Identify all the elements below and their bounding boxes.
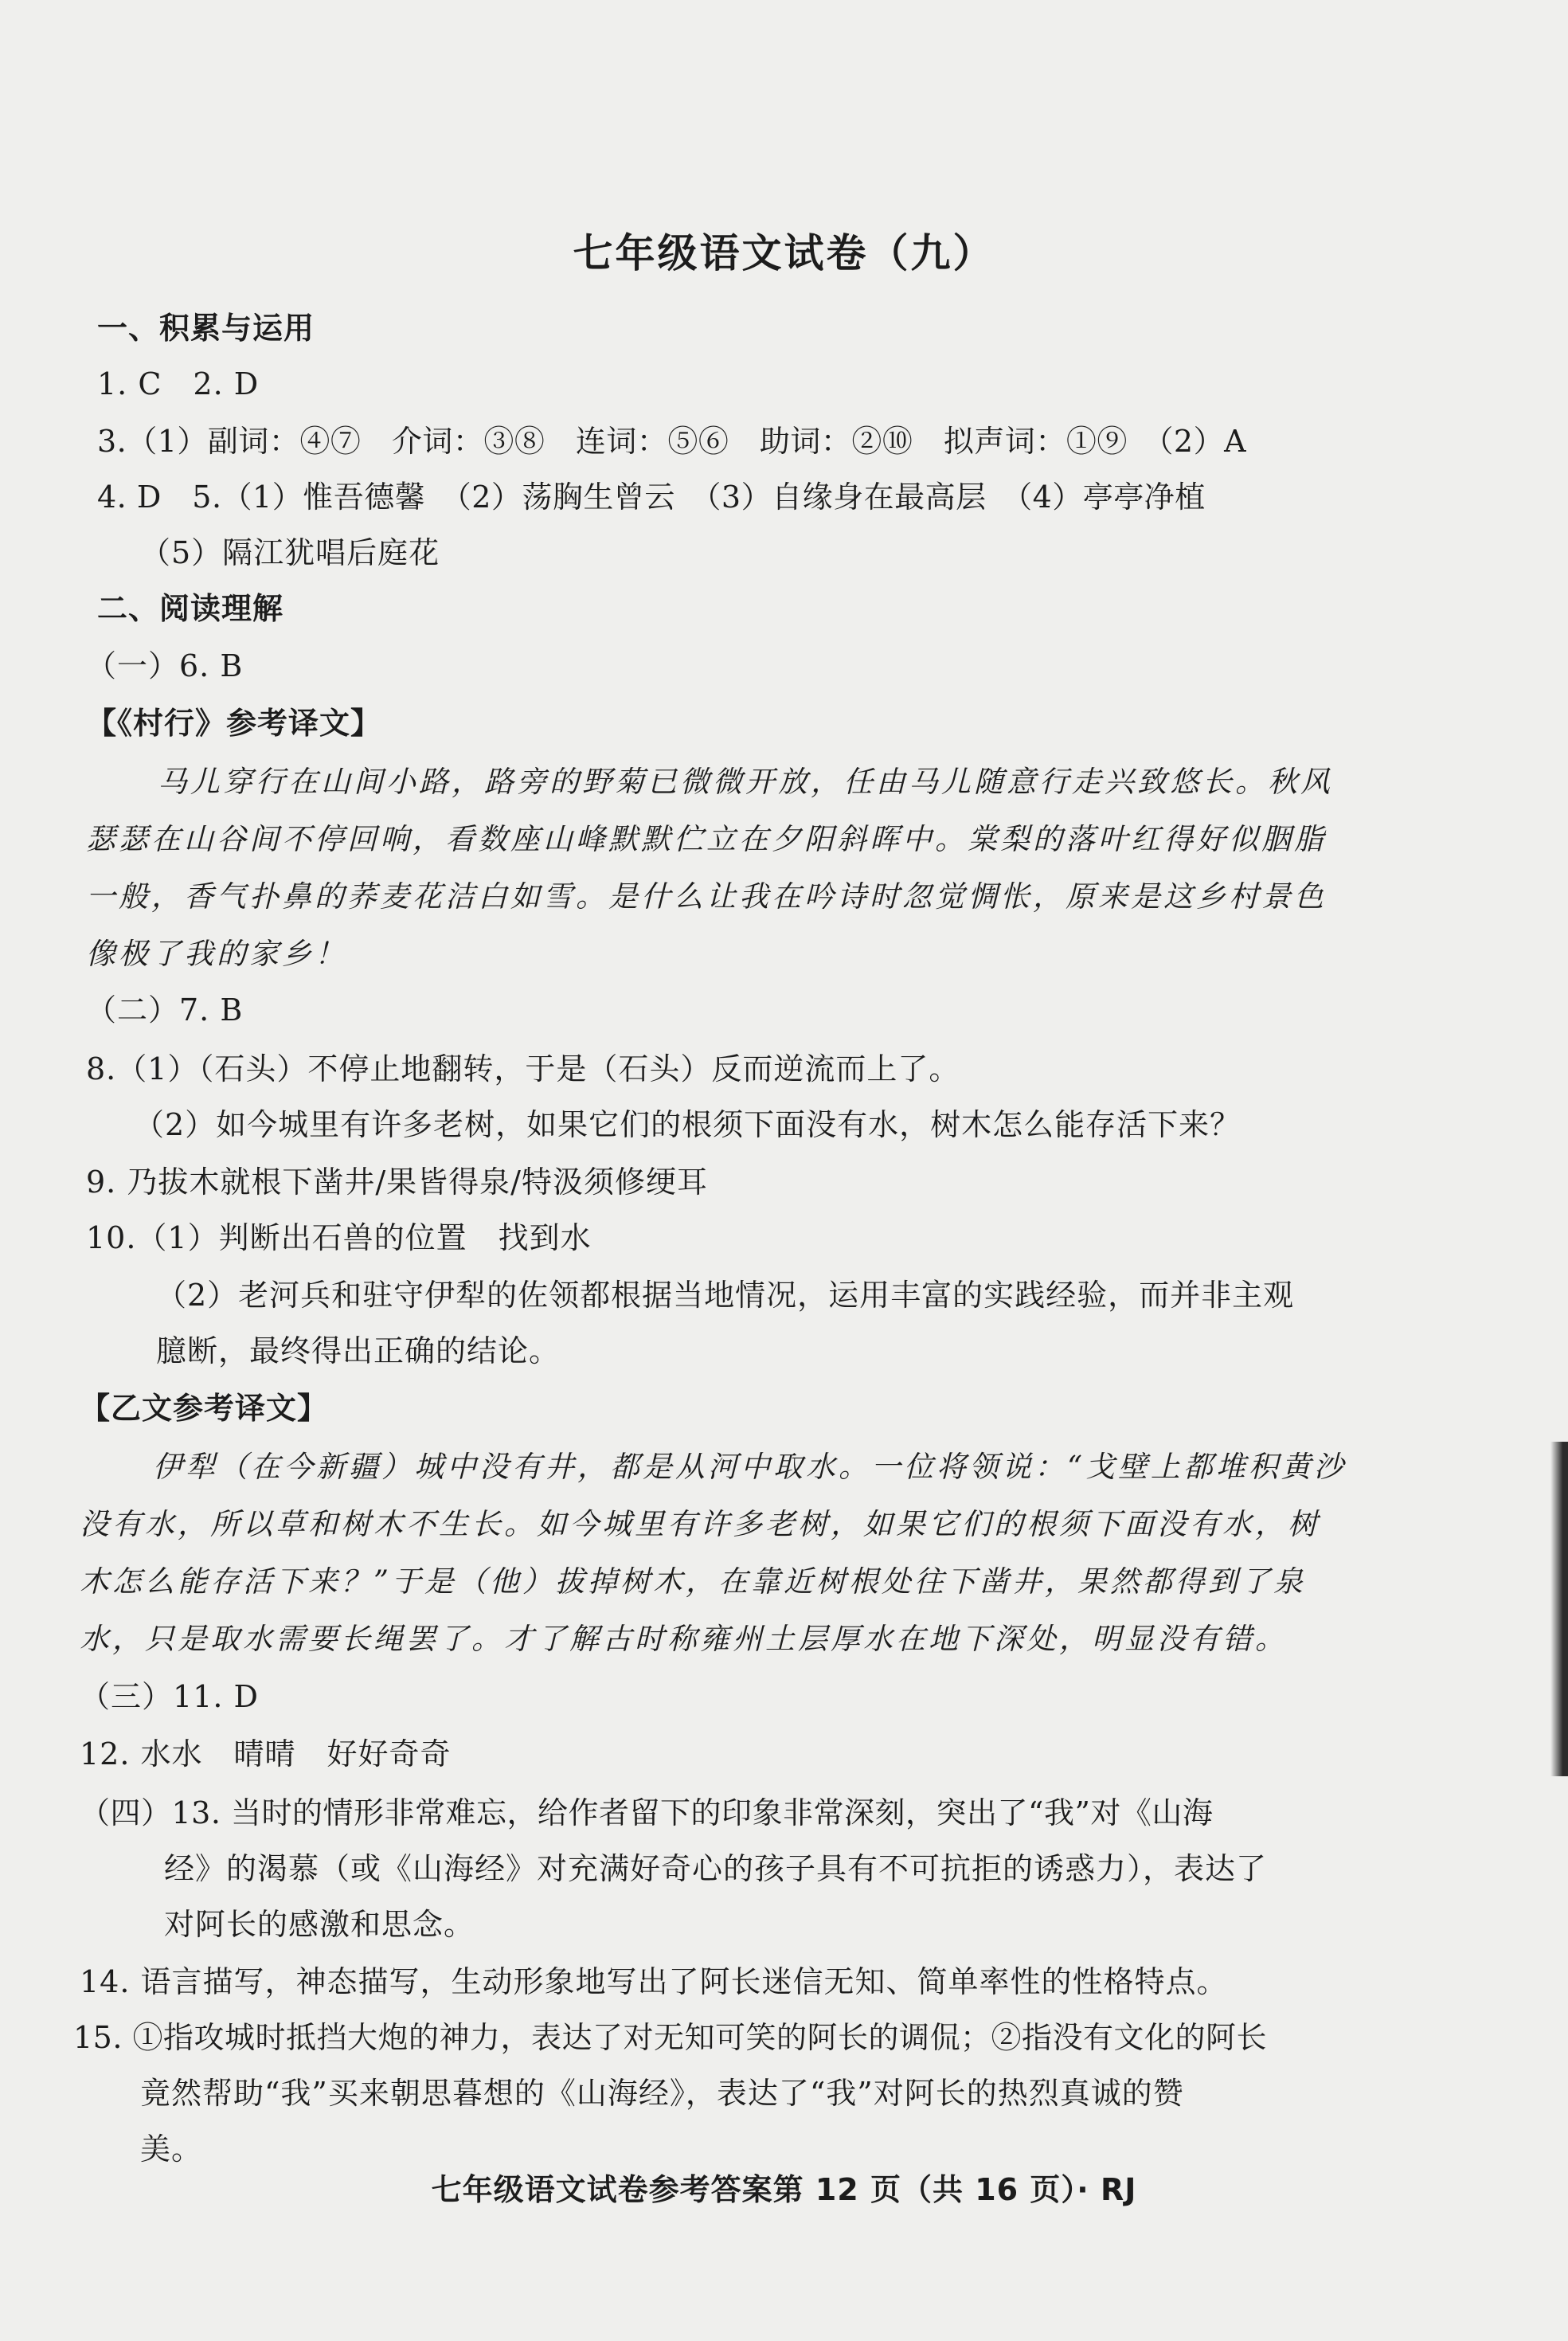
answer-line-q14: 14. 语言描写，神态描写，生动形象地写出了阿长迷信无知、简单率性的性格特点。 — [80, 1964, 1228, 1999]
answer-line-q3: 3.（1）副词：④⑦ 介词：③⑧ 连词：⑤⑥ 助词：②⑩ 拟声词：①⑨ （2）A — [97, 424, 1247, 459]
answer-line-q13-cont: 经》的渴慕（或《山海经》对充满好奇心的孩子具有不可抗拒的诱惑力），表达了 — [164, 1851, 1268, 1886]
translation-heading-cunxing: 【《村行》参考译文】 — [86, 706, 382, 741]
answer-line-q10-1: 10.（1）判断出石兽的位置 找到水 — [86, 1220, 592, 1255]
page-title: 七年级语文试卷（九） — [573, 230, 995, 276]
translation-heading-yiwen: 【乙文参考译文】 — [80, 1391, 329, 1426]
section-heading-reading: 二、阅读理解 — [97, 591, 284, 626]
translation-line: 像极了我的家乡！ — [86, 937, 347, 971]
translation-line: 伊犁（在今新疆）城中没有井，都是从河中取水。一位将领说：“戈壁上都堆积黄沙 — [153, 1450, 1347, 1484]
answer-line-q15: 15. ①指攻城时抵挡大炮的神力，表达了对无知可笑的阿长的调侃；②指没有文化的阿长 — [73, 2020, 1268, 2055]
answer-line-q12: 12. 水水 晴晴 好好奇奇 — [80, 1736, 452, 1771]
translation-line: 没有水，所以草和树木不生长。如今城里有许多老树，如果它们的根须下面没有水，树 — [80, 1507, 1320, 1541]
answer-line-q7: （二）7. B — [86, 992, 244, 1028]
translation-line: 马儿穿行在山间小路，路旁的野菊已微微开放，任由马儿随意行走兴致悠长。秋风 — [158, 765, 1333, 799]
answer-line-q1-q2: 1. C 2. D — [97, 366, 260, 401]
translation-line: 木怎么能存活下来？”于是（他）拔掉树木，在靠近树根处往下凿井，果然都得到了泉 — [80, 1564, 1306, 1599]
answer-line-q9: 9. 乃拔木就根下凿井/果皆得泉/特汲须修绠耳 — [86, 1165, 708, 1200]
answer-line-q15-cont: 竟然帮助“我”买来朝思暮想的《山海经》，表达了“我”对阿长的热烈真诚的赞 — [140, 2076, 1184, 2111]
answer-line-q6: （一）6. B — [86, 648, 244, 683]
answer-line-q13-cont: 对阿长的感激和思念。 — [164, 1907, 475, 1942]
scan-edge-shadow — [1550, 1442, 1568, 1776]
page-footer: 七年级语文试卷参考答案第 12 页（共 16 页）· RJ — [431, 2172, 1137, 2207]
answer-line-q15-cont: 美。 — [140, 2132, 203, 2167]
answer-line-q10-2: （2）老河兵和驻守伊犁的佐领都根据当地情况，运用丰富的实践经验，而并非主观 — [156, 1278, 1295, 1313]
answer-line-q13: （四）13. 当时的情形非常难忘，给作者留下的印象非常深刻，突出了“我”对《山海 — [80, 1795, 1214, 1830]
answer-line-q5-cont: （5）隔江犹唱后庭花 — [140, 535, 440, 570]
translation-line: 水，只是取水需要长绳罢了。才了解古时称雍州土层厚水在地下深处，明显没有错。 — [80, 1622, 1288, 1656]
section-heading-accumulation: 一、积累与运用 — [97, 311, 315, 346]
translation-line: 瑟瑟在山谷间不停回响，看数座山峰默默伫立在夕阳斜晖中。棠梨的落叶红得好似胭脂 — [86, 822, 1327, 856]
answer-line-q11: （三）11. D — [80, 1679, 259, 1714]
answer-line-q10-2-cont: 臆断，最终得出正确的结论。 — [156, 1333, 561, 1368]
answer-line-q8-2: （2）如今城里有许多老树，如果它们的根须下面没有水，树木怎么能存活下来？ — [134, 1107, 1241, 1142]
answer-line-q4-q5: 4. D 5.（1）惟吾德馨 （2）荡胸生曾云 （3）自缘身在最高层 （4）亭亭净植 — [97, 480, 1206, 515]
answer-line-q8-1: 8.（1）（石头）不停止地翻转，于是（石头）反而逆流而上了。 — [86, 1051, 960, 1086]
translation-line: 一般，香气扑鼻的荞麦花洁白如雪。是什么让我在吟诗时忽觉惆怅，原来是这乡村景色 — [86, 879, 1327, 914]
